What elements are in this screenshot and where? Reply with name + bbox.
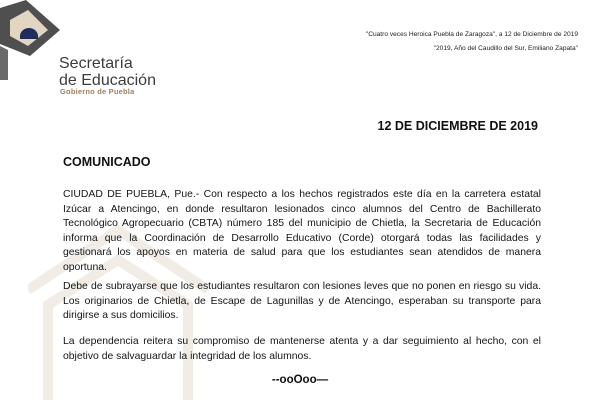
org-name-line2: de Educación [59,72,156,89]
gov-label: Gobierno de Puebla [60,87,135,96]
puebla-emblem-logo [0,0,60,80]
document-date: 12 DE DICIEMBRE DE 2019 [377,119,538,133]
header-motto-2: "2019, Año del Caudillo del Sur, Emiliano Zapata" [433,45,578,52]
paragraph-3: La dependencia reitera su compromiso de mantenerse atenta y a dar seguimiento al hecho, con el objetivo de salvaguardar la integridad de los alumnos. [63,336,541,362]
document-title: COMUNICADO [63,155,151,169]
closing-mark: --ooOoo— [271,374,329,386]
paragraph-2: Debe de subrayarse que los estudiantes resultaron con lesiones leves que no ponen en riesgo su vida. Los originarios de Chietla, de Escape de Lagunillas y de Atencingo, esperaban su transporte para dirigirse a sus domicilios. [63,281,541,322]
paragraph-1: CIUDAD DE PUEBLA, Pue.- Con respecto a los hechos registrados este día en la carretera estatal Izúcar a Atencingo, en donde resultaron lesionados cinco alumnos del Centro de Bachillerato Tecnológico Agropecuario (CBTA) número 185 del municipio de Chietla, la Secretaria de Educación informa que la Coordinación de Desarrollo Educativo (Corde) otorgará todas las facilidades y gestionará los apoyos en materia de salud para que los estudiantes sean atendidos de manera oportuna. [63,189,541,273]
header-motto-1: "Cuatro veces Heroica Puebla de Zaragoza", a 12 de Diciembre de 2019 [365,31,578,38]
org-name [59,55,156,89]
org-name-line1: Secretaría [59,55,133,72]
